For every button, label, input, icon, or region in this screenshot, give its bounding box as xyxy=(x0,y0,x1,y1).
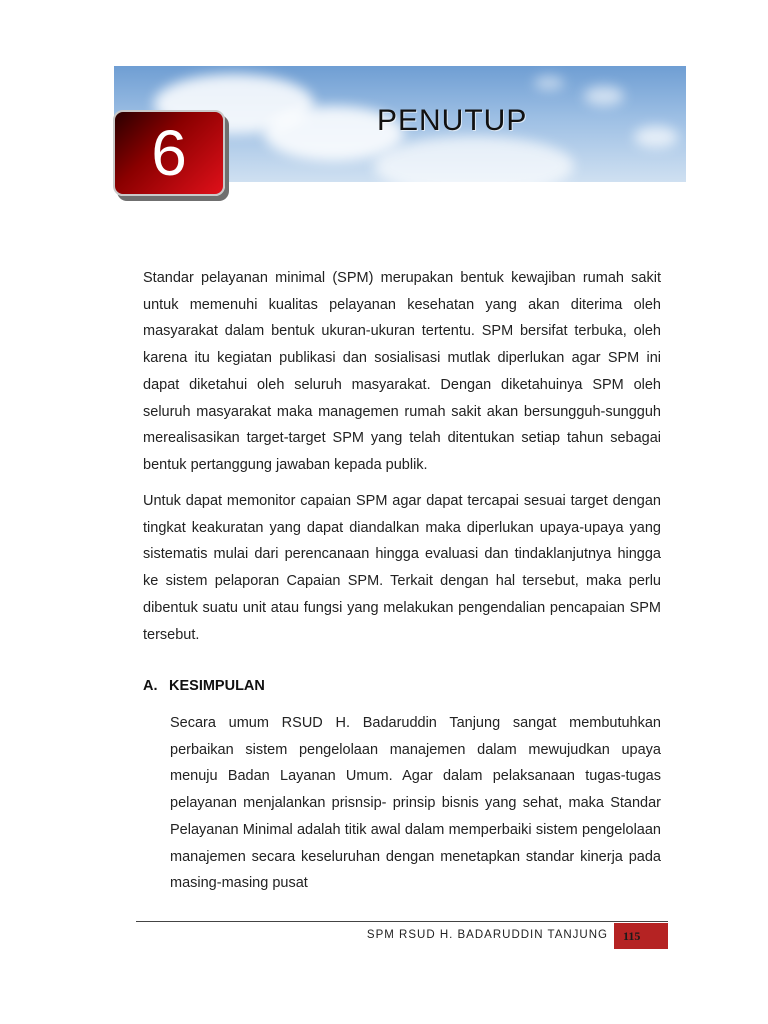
section-letter: A. xyxy=(143,678,158,694)
footer-text: SPM RSUD H. BADARUDDIN TANJUNG xyxy=(366,929,608,941)
chapter-title: PENUTUP xyxy=(377,104,528,137)
section-title: KESIMPULAN xyxy=(169,678,265,694)
paragraph-2: Untuk dapat memonitor capaian SPM agar dapat tercapai sesuai target dengan tingkat keakuratan yang dapat diandalkan maka diperlukan upaya-upaya yang sistematis mulai dari perencanaan hingga evaluasi dan tindaklanjutnya hingga ke sistem pelaporan Capaian SPM. Terkait dengan hal tersebut, maka perlu dibentuk suatu unit atau fungsi yang melakukan pengendalian pencapaian SPM tersebut. xyxy=(143,493,661,643)
footer-divider xyxy=(136,921,668,922)
chapter-number-badge: 6 xyxy=(113,110,225,196)
section-heading xyxy=(143,678,265,694)
section-paragraph: Secara umum RSUD H. Badaruddin Tanjung sangat membutuhkan perbaikan sistem pengelolaan manajemen dalam mewujudkan upaya menuju Badan Layanan Umum. Agar dalam pelaksanaan tugas-tugas pelayanan menjalankan prisnsip- prinsip bisnis yang sehat, maka Standar Pelayanan Minimal adalah titik awal dalam memperbaiki sistem pengelolaan manajemen secara keseluruhan dengan menetapkan standar kinerja pada masing-masing pusat xyxy=(170,715,661,892)
page-number: 115 xyxy=(614,923,668,949)
paragraph-1: Standar pelayanan minimal (SPM) merupakan bentuk kewajiban rumah sakit untuk memenuhi kualitas pelayanan kesehatan yang akan diterima oleh masyarakat dalam bentuk ukuran-ukuran tertentu. SPM bersifat terbuka, oleh karena itu kegiatan publikasi dan sosialisasi mutlak diperlukan agar SPM ini dapat diketahui oleh seluruh masyarakat. Dengan diketahuinya SPM oleh seluruh masyarakat maka managemen rumah sakit akan bersungguh-sungguh merealisasikan target-target SPM yang telah ditentukan setiap tahun sebagai bentuk pertanggung jawaban kepada publik. xyxy=(143,270,661,473)
